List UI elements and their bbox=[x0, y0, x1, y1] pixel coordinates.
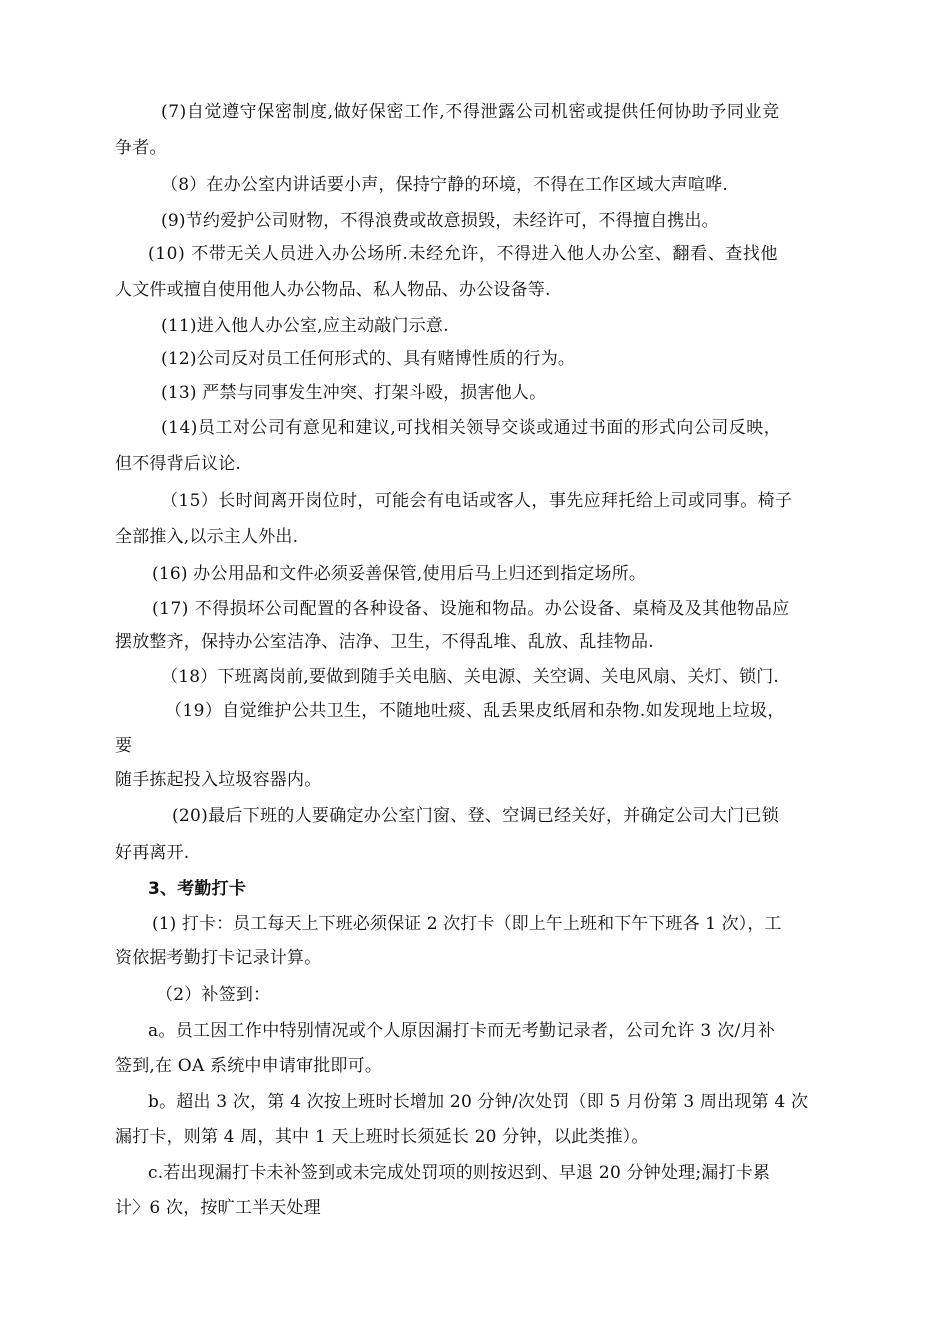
section-3-pa-line-2: 签到,在 OA 系统中申请审批即可。 bbox=[115, 1056, 383, 1076]
item-18: （18）下班离岗前,要做到随手关电脑、关电源、关空调、关电风扇、关灯、锁门. bbox=[161, 667, 780, 687]
item-19-line-1: （19）自觉维护公共卫生，不随地吐痰、乱丢果皮纸屑和杂物.如发现地上垃圾， bbox=[165, 701, 785, 721]
item-17-line-1: (17) 不得损坏公司配置的各种设备、设施和物品。办公设备、桌椅及及其他物品应 bbox=[152, 599, 790, 619]
section-3-heading: 3、考勤打卡 bbox=[148, 879, 247, 899]
item-20-line-2: 好再离开. bbox=[115, 843, 190, 863]
item-15-line-1: （15）长时间离开岗位时，可能会有电话或客人，事先应拜托给上司或同事。椅子 bbox=[161, 491, 793, 511]
item-7-line-1: (7)自觉遵守保密制度,做好保密工作,不得泄露公司机密或提供任何协助予同业竞 bbox=[161, 102, 780, 122]
item-15-line-2: 全部推入,以示主人外出. bbox=[115, 527, 299, 547]
section-3-p1-line-2: 资依据考勤打卡记录计算。 bbox=[115, 948, 322, 968]
item-14-line-1: (14)员工对公司有意见和建议,可找相关领导交谈或通过书面的形式向公司反映， bbox=[161, 418, 782, 438]
section-3-pb-line-2: 漏打卡，则第 4 周，其中 1 天上班时长须延长 20 分钟，以此类推）。 bbox=[115, 1127, 649, 1147]
section-3-p1-line-1: (1) 打卡：员工每天上下班必须保证 2 次打卡（即上午上班和下午下班各 1 次），工 bbox=[152, 914, 782, 934]
item-16: (16) 办公用品和文件必须妥善保管,使用后马上归还到指定场所。 bbox=[152, 564, 647, 584]
item-20-line-1: (20)最后下班的人要确定办公室门窗、登、空调已经关好，并确定公司大门已锁 bbox=[172, 806, 779, 826]
section-3-pc-line-1: c.若出现漏打卡未补签到或未完成处罚项的则按迟到、早退 20 分钟处理;漏打卡累 bbox=[148, 1163, 771, 1183]
item-8: （8）在办公室内讲话要小声，保持宁静的环境，不得在工作区域大声喧哗. bbox=[161, 175, 729, 195]
item-12: (12)公司反对员工任何形式的、具有赌博性质的行为。 bbox=[161, 349, 576, 369]
item-11: (11)进入他人办公室,应主动敲门示意. bbox=[161, 316, 449, 336]
section-3-pc-line-2: 计〉6 次，按旷工半天处理 bbox=[115, 1198, 321, 1218]
item-19-line-3: 随手拣起投入垃圾容器内。 bbox=[115, 770, 322, 790]
item-10-line-2: 人文件或擅自使用他人办公物品、私人物品、办公设备等. bbox=[115, 280, 551, 300]
item-13: (13) 严禁与同事发生冲突、打架斗殴，损害他人。 bbox=[161, 383, 547, 403]
item-10-line-1: (10) 不带无关人员进入办公场所.未经允许，不得进入他人办公室、翻看、查找他 bbox=[148, 244, 779, 264]
item-17-line-2: 摆放整齐，保持办公室洁净、洁净、卫生，不得乱堆、乱放、乱挂物品. bbox=[115, 632, 654, 652]
item-7-line-2: 争者。 bbox=[115, 138, 167, 158]
section-3-pb-line-1: b。超出 3 次，第 4 次按上班时长增加 20 分钟/次处罚（即 5 月份第 3 周出现第 4 次 bbox=[148, 1092, 809, 1112]
item-9: (9)节约爱护公司财物，不得浪费或故意损毁，未经许可，不得擅自携出。 bbox=[161, 211, 719, 231]
item-14-line-2: 但不得背后议论. bbox=[115, 454, 242, 474]
item-19-line-2: 要 bbox=[115, 736, 133, 756]
section-3-p2: （2）补签到： bbox=[156, 985, 271, 1005]
section-3-pa-line-1: a。员工因工作中特别情况或个人原因漏打卡而无考勤记录者，公司允许 3 次/月补 bbox=[148, 1021, 776, 1041]
